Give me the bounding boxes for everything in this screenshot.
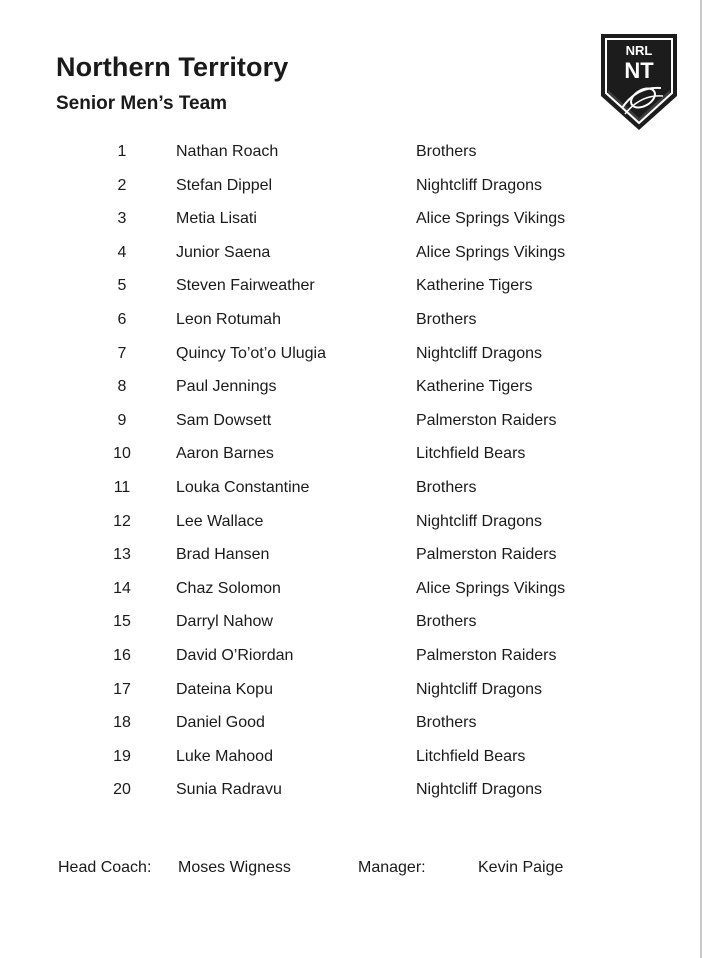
player-club: Alice Springs Vikings [416, 243, 566, 261]
player-club: Nightcliff Dragons [416, 512, 542, 530]
roster-row [0, 541, 702, 575]
roster-row [0, 373, 702, 407]
player-number: 17 [113, 680, 131, 698]
player-name: Leon Rotumah [176, 310, 281, 328]
player-number: 15 [113, 613, 131, 631]
player-number: 1 [117, 143, 127, 160]
head-coach-name: Moses Wigness [178, 859, 291, 876]
roster-row [0, 642, 702, 676]
player-club: Katherine Tigers [416, 378, 533, 396]
manager-label: Manager: [358, 859, 426, 876]
player-name: Brad Hansen [176, 546, 270, 564]
player-club: Katherine Tigers [416, 277, 533, 295]
roster-row [0, 575, 702, 609]
roster-row [0, 676, 702, 710]
player-name: Sunia Radravu [176, 781, 282, 799]
roster-row [0, 340, 702, 374]
player-number: 11 [113, 478, 131, 496]
player-number: 16 [113, 646, 131, 664]
player-number: 20 [113, 781, 131, 799]
roster-row [0, 508, 702, 542]
manager-name: Kevin Paige [478, 859, 564, 876]
player-number: 13 [113, 546, 131, 564]
player-club: Brothers [416, 478, 477, 496]
roster-list [0, 138, 702, 810]
roster-row [0, 743, 702, 777]
roster-row [0, 272, 702, 306]
player-club: Nightcliff Dragons [416, 781, 542, 799]
page-title: Northern Territory [56, 52, 289, 82]
player-name: Quincy To’ot’o Ulugia [176, 344, 327, 362]
player-club: Brothers [416, 310, 477, 328]
nrl-nt-shield-logo-icon [597, 30, 681, 134]
player-club: Brothers [416, 143, 477, 160]
player-name: Darryl Nahow [176, 613, 273, 631]
player-number: 14 [113, 579, 131, 597]
player-club: Alice Springs Vikings [416, 579, 566, 597]
player-club: Nightcliff Dragons [416, 680, 542, 698]
roster-row [0, 138, 702, 172]
player-number: 5 [117, 277, 127, 295]
logo-line2: NT [624, 58, 654, 83]
player-number: 18 [113, 714, 131, 732]
roster-row [0, 474, 702, 508]
player-number: 6 [117, 310, 127, 328]
player-number: 3 [117, 210, 127, 228]
roster-row [0, 205, 702, 239]
player-club: Brothers [416, 714, 477, 732]
player-club: Nightcliff Dragons [416, 344, 542, 362]
player-name: Luke Mahood [176, 747, 273, 765]
page-subtitle: Senior Men’s Team [56, 93, 228, 114]
roster-row [0, 407, 702, 441]
roster-row [0, 172, 702, 206]
player-club: Palmerston Raiders [416, 411, 557, 429]
roster-row [0, 306, 702, 340]
player-number: 8 [117, 378, 127, 396]
player-name: Lee Wallace [176, 512, 264, 530]
player-club: Alice Springs Vikings [416, 210, 566, 228]
player-name: Chaz Solomon [176, 579, 281, 597]
player-club: Litchfield Bears [416, 747, 526, 765]
player-club: Nightcliff Dragons [416, 176, 542, 194]
player-name: Junior Saena [176, 243, 271, 261]
head-coach-label: Head Coach: [58, 859, 152, 876]
player-name: Louka Constantine [176, 478, 310, 496]
player-number: 4 [117, 243, 127, 261]
player-name: Daniel Good [176, 714, 265, 732]
player-club: Brothers [416, 613, 477, 631]
player-name: Aaron Barnes [176, 445, 274, 463]
player-number: 12 [113, 512, 131, 530]
roster-row [0, 239, 702, 273]
player-club: Palmerston Raiders [416, 646, 557, 664]
player-number: 10 [113, 445, 131, 463]
player-name: Sam Dowsett [176, 411, 272, 429]
player-name: David O’Riordan [176, 646, 294, 664]
player-club: Litchfield Bears [416, 445, 526, 463]
player-name: Steven Fairweather [176, 277, 315, 295]
player-name: Dateina Kopu [176, 680, 273, 698]
roster-row [0, 709, 702, 743]
player-number: 19 [113, 747, 131, 765]
player-number: 9 [117, 411, 127, 429]
player-club: Palmerston Raiders [416, 546, 557, 564]
logo-line1: NRL [625, 43, 653, 58]
player-name: Nathan Roach [176, 143, 279, 160]
player-name: Stefan Dippel [176, 176, 273, 194]
roster-row [0, 440, 702, 474]
player-name: Paul Jennings [176, 378, 277, 396]
roster-row [0, 776, 702, 810]
player-name: Metia Lisati [176, 210, 257, 228]
player-number: 2 [117, 176, 127, 194]
roster-row [0, 608, 702, 642]
player-number: 7 [117, 344, 127, 362]
